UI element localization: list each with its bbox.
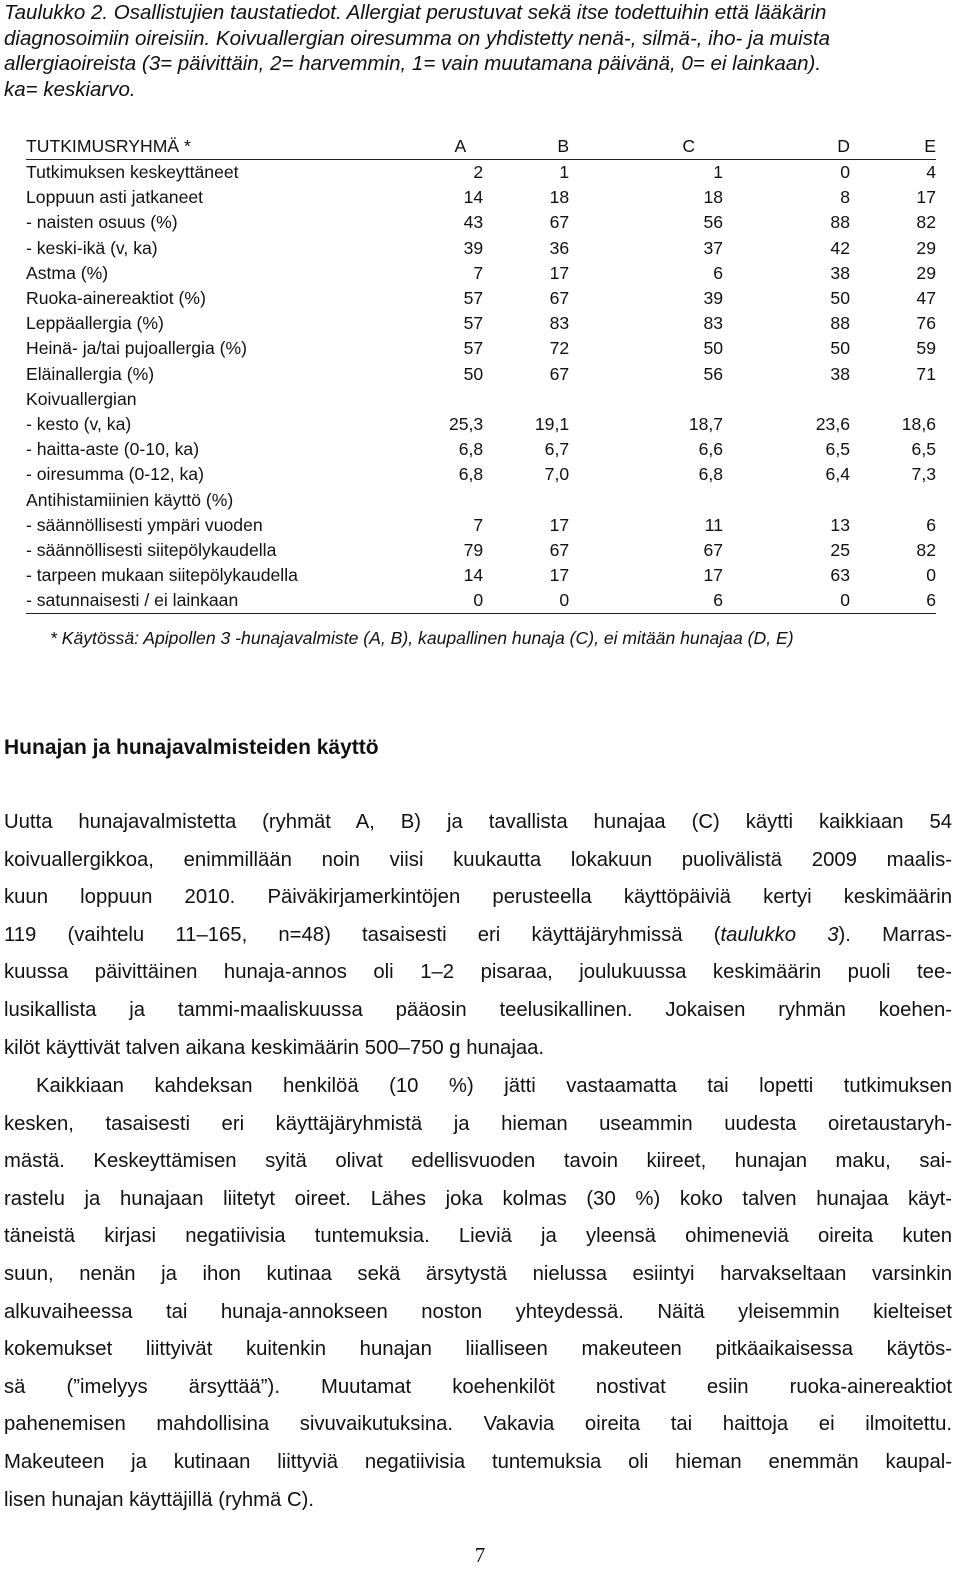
row-label: - keski-ikä (v, ka) — [26, 237, 158, 258]
row-label: Ruoka-ainereaktiot (%) — [26, 288, 206, 309]
cell-e: 6,5 — [911, 439, 936, 460]
cell-c: 6,8 — [698, 464, 724, 485]
cell-a: 0 — [378, 588, 483, 614]
table-row — [26, 412, 936, 437]
paragraph-line: Makeuteen ja kutinaan liittyviä negatiivisia tuntemuksia oli hieman enemmän kaupal- — [4, 1450, 952, 1473]
cell-c: 50 — [703, 338, 724, 359]
cell-c: 6 — [569, 588, 723, 614]
paragraph-line: pahenemisen mahdollisina sivuvaikutuksina. Vakavia oireita tai haittoja ei ilmoitettu. — [4, 1413, 952, 1436]
cell-d: 0 — [723, 588, 850, 614]
table-row — [26, 513, 936, 538]
cell-d: 0 — [840, 162, 850, 183]
cell-d: 8 — [840, 187, 850, 208]
section-heading: Hunajan ja hunajavalmisteiden käyttö — [4, 736, 379, 759]
page-number: 7 — [474, 1543, 486, 1567]
cell-c: 1 — [713, 162, 724, 183]
cell-b: 67 — [549, 288, 570, 309]
cell-d: 38 — [830, 262, 850, 283]
cell-c: 56 — [703, 212, 724, 233]
row-label: - säännöllisesti siitepölykaudella — [26, 539, 277, 560]
caption-line: allergiaoireista (3= päivittäin, 2= harvemmin, 1= vain muutamana päivänä, 0= ei lainkaan). — [4, 52, 822, 75]
cell-b: 6,7 — [544, 439, 570, 460]
paragraph-line: täneistä kirjasi negatiivisia tuntemuksia. Lieviä ja yleensä ohimeneviä oireita kuten — [4, 1225, 952, 1248]
cell-c: 17 — [703, 565, 724, 586]
table-row — [26, 538, 936, 563]
cell-b: 36 — [549, 237, 570, 258]
table-row — [26, 387, 936, 412]
cell-a: 7 — [473, 514, 484, 535]
cell-a: 57 — [463, 313, 484, 334]
header-e: E — [850, 133, 936, 160]
cell-e: 4 — [926, 162, 936, 183]
cell-c: 56 — [703, 363, 724, 384]
table-caption — [4, 0, 952, 102]
cell-e: 59 — [916, 338, 936, 359]
table-row — [26, 588, 936, 614]
table-header-row — [26, 133, 936, 160]
cell-c: 11 — [704, 514, 724, 535]
paragraph-line: kesken, tasaisesti eri käyttäjäryhmistä ja hieman useammin uudesta oiretaustaryh- — [4, 1112, 952, 1135]
paragraph-line: kuun loppuun 2010. Päiväkirjamerkintöjen perusteella käyttöpäiviä kertyi keskimäärin — [4, 886, 952, 909]
row-label: Antihistamiinien käyttö (%) — [26, 489, 234, 510]
cell-b: 17 — [549, 514, 570, 535]
row-label: - säännöllisesti ympäri vuoden — [26, 514, 263, 535]
paragraph-line: lisen hunajan käyttäjillä (ryhmä C). — [4, 1488, 314, 1511]
cell-c: 18,7 — [688, 413, 724, 434]
cell-c — [569, 487, 723, 512]
cell-e — [850, 387, 936, 412]
cell-a: 79 — [463, 539, 484, 560]
row-label: Koivuallergian — [26, 388, 137, 409]
cell-d: 50 — [830, 338, 850, 359]
cell-b: 17 — [549, 262, 570, 283]
header-group: TUTKIMUSRYHMÄ * — [26, 133, 378, 160]
row-label: Leppäallergia (%) — [26, 313, 164, 334]
table-footnote: * Käytössä: Apipollen 3 -hunajavalmiste (A, B), kaupallinen hunaja (C), ei mitään hunajaa (D, E) — [50, 628, 794, 648]
cell-c: 83 — [703, 313, 724, 334]
cell-e: 29 — [916, 262, 936, 283]
row-label: Tutkimuksen keskeyttäneet — [26, 162, 239, 183]
cell-a — [378, 387, 483, 412]
table-row — [26, 487, 936, 512]
participants-table — [26, 133, 936, 614]
row-label: - oiresumma (0-12, ka) — [26, 464, 204, 485]
cell-b: 19,1 — [534, 413, 570, 434]
table-row — [26, 563, 936, 588]
cell-e: 29 — [916, 237, 936, 258]
cell-b: 67 — [549, 363, 570, 384]
paragraph-line: mästä. Keskeyttämisen syitä olivat edellisvuoden tavoin kiireet, hunajan maku, sai- — [4, 1150, 952, 1173]
paragraph-1 — [4, 804, 952, 1067]
cell-d: 6,4 — [825, 464, 850, 485]
cell-a: 2 — [473, 162, 484, 183]
row-label: Heinä- ja/tai pujoallergia (%) — [26, 338, 248, 359]
table-row — [26, 336, 936, 361]
cell-d — [723, 387, 850, 412]
cell-e — [850, 487, 936, 512]
cell-b: 83 — [549, 313, 570, 334]
cell-c: 18 — [703, 187, 724, 208]
cell-b: 67 — [549, 539, 570, 560]
header-d: D — [723, 133, 850, 160]
cell-b — [483, 387, 569, 412]
cell-d: 25 — [830, 539, 850, 560]
header-c: C — [569, 133, 723, 160]
cell-d: 63 — [830, 565, 850, 586]
table-row — [26, 286, 936, 311]
table-row — [26, 210, 936, 235]
cell-b: 17 — [549, 565, 570, 586]
row-label: Astma (%) — [26, 262, 109, 283]
cell-d: 38 — [830, 363, 850, 384]
cell-c: 39 — [703, 288, 724, 309]
cell-e: 71 — [916, 363, 936, 384]
paragraph-line: alkuvaiheessa tai hunaja-annokseen noston yhteydessä. Näitä yleisemmin kielteiset — [4, 1300, 952, 1323]
cell-b: 1 — [559, 162, 570, 183]
paragraph-line: kuussa päivittäinen hunaja-annos oli 1–2 pisaraa, joulukuussa keskimäärin puoli tee- — [4, 961, 952, 984]
cell-a: 14 — [463, 565, 484, 586]
cell-c: 6 — [713, 262, 724, 283]
cell-d: 13 — [830, 514, 850, 535]
cell-d: 88 — [830, 212, 850, 233]
paragraph-line: lusikallista ja tammi-maaliskuussa pääosin teelusikallinen. Jokaisen ryhmän koehen- — [4, 998, 952, 1021]
row-label: Eläinallergia (%) — [26, 363, 155, 384]
cell-a: 39 — [463, 237, 484, 258]
row-label: - satunnaisesti / ei lainkaan — [26, 588, 378, 614]
cell-a: 14 — [463, 187, 484, 208]
paragraph-line: rastelu ja hunajaan liitetyt oireet. Lähes joka kolmas (30 %) koko talven hunajaa käyt- — [4, 1187, 952, 1210]
paragraph-line: 119 (vaihtelu 11–165, n=48) tasaisesti eri käyttäjäryhmissä (taulukko 3). Marras- — [4, 923, 952, 946]
cell-d: 23,6 — [815, 413, 850, 434]
table-row — [26, 160, 936, 186]
table-row — [26, 437, 936, 462]
row-label: - tarpeen mukaan siitepölykaudella — [26, 565, 298, 586]
cell-e: 82 — [916, 539, 936, 560]
paragraph-line: kilöt käyttivät talven aikana keskimäärin 500–750 g hunajaa. — [4, 1036, 545, 1059]
paragraph-line: koivuallergikkoa, enimmillään noin viisi kuukautta lokakuun puolivälistä 2009 maalis- — [4, 848, 952, 871]
caption-line: Taulukko 2. Osallistujien taustatiedot. Allergiat perustuvat sekä itse todettuihin että lääkärin — [4, 1, 827, 24]
cell-c: 6,6 — [698, 439, 724, 460]
caption-line: ka= keskiarvo. — [4, 77, 136, 101]
cell-d: 50 — [830, 288, 850, 309]
cell-e: 76 — [916, 313, 936, 334]
cell-c — [569, 387, 723, 412]
cell-c: 37 — [703, 237, 724, 258]
cell-a: 57 — [463, 288, 484, 309]
cell-a: 6,8 — [458, 464, 484, 485]
cell-a: 25,3 — [448, 413, 484, 434]
paragraph-line: sä (”imelyys ärsyttää”). Muutamat koehenkilöt nostivat esiin ruoka-ainereaktiot — [4, 1375, 952, 1398]
cell-d: 42 — [830, 237, 850, 258]
paragraph-line: suun, nenän ja ihon kutinaa sekä ärsytystä nielussa esiintyi harvakseltaan varsinkin — [4, 1262, 952, 1285]
paragraph-line: kokemukset liittyivät kuitenkin hunajan liialliseen makeuteen pitkäaikaisessa käytös- — [4, 1338, 952, 1361]
row-label: - haitta-aste (0-10, ka) — [26, 439, 200, 460]
cell-e: 6 — [850, 588, 936, 614]
cell-a — [378, 487, 483, 512]
table-row — [26, 311, 936, 336]
header-b: B — [483, 133, 569, 160]
cell-e: 82 — [916, 212, 936, 233]
cell-c: 67 — [703, 539, 724, 560]
header-a: A — [378, 133, 483, 160]
paragraph-line: Uutta hunajavalmistetta (ryhmät A, B) ja tavallista hunajaa (C) käytti kaikkiaan 54 — [4, 811, 952, 833]
cell-a: 7 — [473, 262, 484, 283]
cell-e: 7,3 — [911, 464, 936, 485]
table-row — [26, 261, 936, 286]
cell-a: 57 — [463, 338, 484, 359]
cell-e: 47 — [916, 288, 936, 309]
table-row — [26, 462, 936, 487]
cell-b: 72 — [549, 338, 570, 359]
table-body — [26, 160, 936, 614]
cell-b — [483, 487, 569, 512]
table-row — [26, 362, 936, 387]
cell-d: 6,5 — [825, 439, 850, 460]
paragraph-line: Kaikkiaan kahdeksan henkilöä (10 %) jätti vastaamatta tai lopetti tutkimuksen — [36, 1075, 952, 1097]
caption-line: diagnosoimiin oireisiin. Koivuallergian oiresumma on yhdistetty nenä-, silmä-, iho- ja muista — [4, 26, 831, 50]
cell-e: 0 — [926, 565, 936, 586]
row-label: - naisten osuus (%) — [26, 212, 178, 233]
table-row — [26, 236, 936, 261]
paragraph-2 — [4, 1068, 952, 1519]
cell-e: 17 — [916, 187, 936, 208]
row-label: - kesto (v, ka) — [26, 413, 132, 434]
cell-e: 6 — [926, 514, 936, 535]
cell-a: 43 — [463, 212, 484, 233]
cell-d: 88 — [830, 313, 850, 334]
cell-e: 18,6 — [901, 413, 936, 434]
cell-a: 50 — [463, 363, 484, 384]
cell-b: 18 — [549, 187, 570, 208]
cell-d — [723, 487, 850, 512]
cell-a: 6,8 — [458, 439, 484, 460]
cell-b: 7,0 — [544, 464, 570, 485]
table-row — [26, 185, 936, 210]
cell-b: 67 — [549, 212, 570, 233]
cell-b: 0 — [483, 588, 569, 614]
row-label: Loppuun asti jatkaneet — [26, 187, 204, 208]
